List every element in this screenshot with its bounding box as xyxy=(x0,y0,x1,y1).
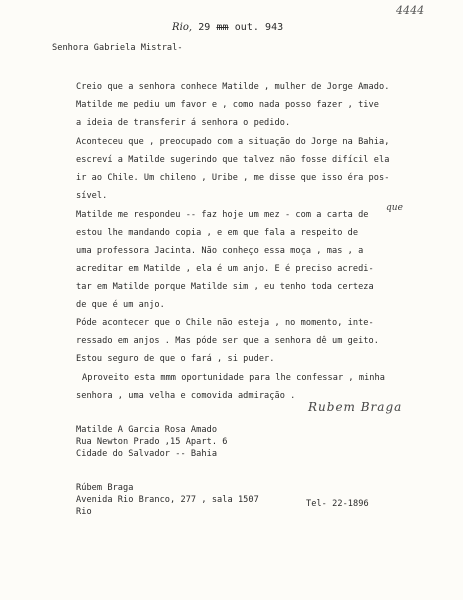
date-struck: mm xyxy=(216,22,229,33)
recipient-name: Matilde A Garcia Rosa Amado xyxy=(76,425,218,435)
body-line: Matilde me pediu um favor e , como nada posso fazer , tive xyxy=(76,100,379,110)
body-line: sível. xyxy=(76,191,108,201)
body-line: Creio que a senhora conhece Matilde , mulher de Jorge Amado. xyxy=(76,82,390,92)
body-line: ressado em anjos . Mas póde ser que a senhora dê um geito. xyxy=(76,336,379,346)
body-line: a ideia de transferir á senhora o pedido. xyxy=(76,118,291,128)
sender-city: Rio xyxy=(76,507,92,517)
body-line: senhora , uma velha e comovida admiração . xyxy=(76,391,296,401)
body-line: ir ao Chile. Um chileno , Uribe , me disse que isso éra pos- xyxy=(76,173,390,183)
body-line: estou lhe mandando copia , e em que fala a respeito de xyxy=(76,228,359,238)
body-line: Estou seguro de que o fará , si puder. xyxy=(76,354,275,364)
recipient-street: Rua Newton Prado ,15 Apart. 6 xyxy=(76,437,228,447)
archive-number: 4444 xyxy=(396,4,425,17)
recipient-city: Cidade do Salvador -- Bahia xyxy=(76,449,218,459)
signature: Rubem Braga xyxy=(308,400,403,414)
body-line: Aconteceu que , preocupado com a situação do Jorge na Bahia, xyxy=(76,137,390,147)
handwritten-insert: que xyxy=(386,203,404,213)
sender-name: Rúbem Braga xyxy=(76,483,134,493)
letter-date xyxy=(172,22,283,33)
sender-phone: Tel- 22-1896 xyxy=(306,499,369,509)
body-line: de que é um anjo. xyxy=(76,300,165,310)
body-line: uma professora Jacinta. Não conheço essa moça , mas , a xyxy=(76,246,364,256)
sender-street: Avenida Rio Branco, 277 , sala 1507 xyxy=(76,495,259,505)
body-line: acreditar em Matilde , ela é um anjo. E é preciso acredi- xyxy=(76,264,374,274)
body-line: tar em Matilde porque Matilde sim , eu tenho toda certeza xyxy=(76,282,374,292)
body-line: Aproveito esta mmm oportunidade para lhe confessar , minha xyxy=(82,373,385,383)
date-day: 29 xyxy=(198,22,211,33)
salutation: Senhora Gabriela Mistral- xyxy=(52,43,183,53)
date-place: Rio, xyxy=(172,22,193,33)
body-line: Póde acontecer que o Chile não esteja , no momento, inte- xyxy=(76,318,374,328)
body-line: escreví a Matilde sugerindo que talvez não fosse difícil ela xyxy=(76,155,390,165)
body-line: Matilde me respondeu -- faz hoje um mez - com a carta de xyxy=(76,210,369,220)
date-month-year: out. 943 xyxy=(234,22,284,33)
